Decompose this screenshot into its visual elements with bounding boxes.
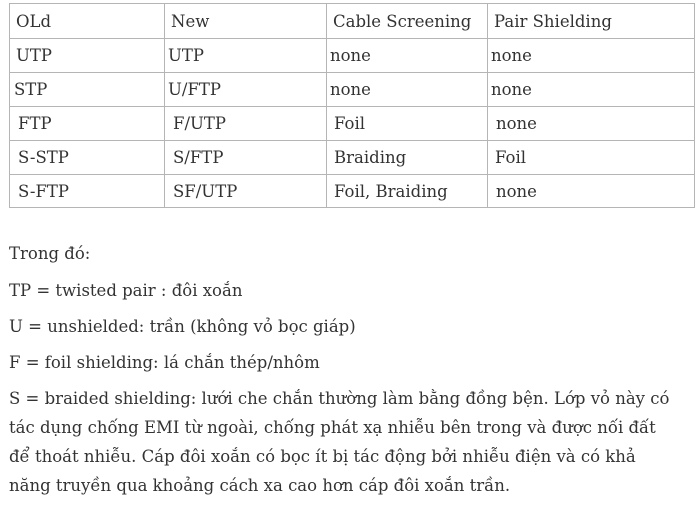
cell-old: FTP	[10, 107, 165, 141]
note-f-definition: F = foil shielding: lá chắn thép/nhôm	[9, 353, 320, 372]
cell-pair-shielding: none	[488, 73, 695, 107]
cable-naming-table	[9, 3, 695, 208]
cell-cable-screening: Foil, Braiding	[327, 175, 488, 208]
cell-cable-screening: Foil	[327, 107, 488, 141]
table-row	[10, 141, 695, 175]
cell-pair-shielding: none	[488, 175, 695, 208]
notes-intro: Trong đó:	[9, 244, 91, 263]
table-row	[10, 73, 695, 107]
header-cable-screening: Cable Screening	[327, 4, 488, 39]
cell-pair-shielding: none	[488, 39, 695, 73]
cell-new: UTP	[165, 39, 327, 73]
cell-new: F/UTP	[165, 107, 327, 141]
note-s-definition: S = braided shielding: lưới che chắn thường làm bằng đồng bện. Lớp vỏ này có tác dụng chống EMI từ ngoài, chống phát xạ nhiễu bên trong và được nối đất để thoát nhiễu. Cáp đôi xoắn có bọc ít bị tác động bởi nhiễu điện và có khả năng truyền qua khoảng cách xa cao hơn cáp đôi xoắn trần.	[9, 389, 670, 495]
header-pair-shielding: Pair Shielding	[488, 4, 695, 39]
cell-cable-screening: none	[327, 39, 488, 73]
header-new: New	[165, 4, 327, 39]
cell-pair-shielding: Foil	[488, 141, 695, 175]
cell-cable-screening: none	[327, 73, 488, 107]
cell-old: UTP	[10, 39, 165, 73]
cell-new: U/FTP	[165, 73, 327, 107]
note-u-definition: U = unshielded: trần (không vỏ bọc giáp)	[9, 317, 356, 336]
header-old: OLd	[10, 4, 165, 39]
cell-cable-screening: Braiding	[327, 141, 488, 175]
table-row	[10, 107, 695, 141]
table-header-row	[10, 4, 695, 39]
cell-old: S-FTP	[10, 175, 165, 208]
cell-new: SF/UTP	[165, 175, 327, 208]
table-row	[10, 39, 695, 73]
table-row	[10, 175, 695, 208]
abbreviation-notes	[9, 239, 681, 507]
cell-old: STP	[10, 73, 165, 107]
cell-new: S/FTP	[165, 141, 327, 175]
cell-old: S-STP	[10, 141, 165, 175]
note-tp-definition: TP = twisted pair : đôi xoắn	[9, 281, 243, 300]
cell-pair-shielding: none	[488, 107, 695, 141]
